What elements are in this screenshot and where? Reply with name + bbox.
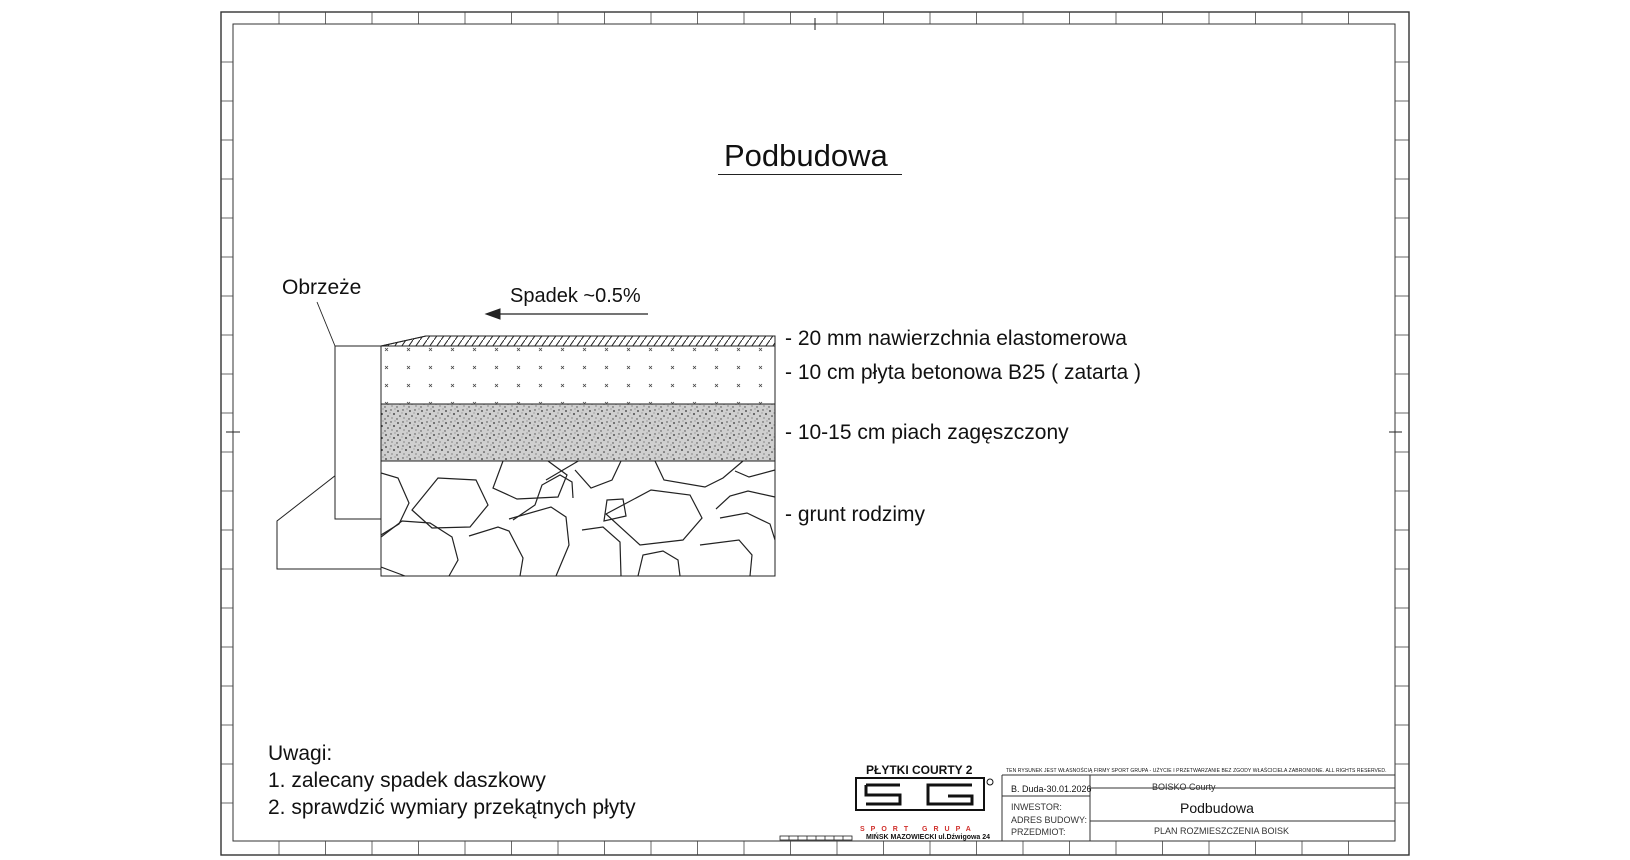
investor-label: INWESTOR: [1011, 802, 1062, 812]
note-item: 2. sprawdzić wymiary przekątnych płyty [268, 796, 636, 819]
curb-stone [335, 346, 381, 519]
project-name: BOISKO Courty [1152, 782, 1216, 792]
author-date: B. Duda-30.01.2026 [1011, 784, 1092, 794]
notes-block [268, 740, 636, 821]
subject-label: PRZEDMIOT: [1011, 827, 1066, 837]
scale-bar [780, 836, 852, 840]
title-underline [718, 174, 902, 175]
layer-label-concrete: - 10 cm płyta betonowa B25 ( zatarta ) [785, 361, 1142, 384]
drawing-title: Podbudowa [724, 138, 888, 173]
notes-heading: Uwagi: [268, 742, 333, 765]
slope-arrow [486, 309, 648, 319]
sheet-title: Podbudowa [1180, 800, 1254, 816]
slope-label: Spadek ~0.5% [510, 285, 641, 307]
cross-section [277, 302, 775, 576]
layer-label-surface: - 20 mm nawierzchnia elastomerowa [785, 327, 1127, 350]
copyright-note: TEN RYSUNEK JEST WŁASNOŚCIĄ FIRMY SPORT GRUPA - UŻYCIE I PRZETWARZANIE BEZ ZGODY WŁAŚCICIELA ZABRONIONE. ALL RIGHTS RESERVED. [1006, 768, 1387, 774]
brand-address: MIŃSK MAZOWIECKI ul.Dźwigowa 24 [866, 834, 991, 841]
note-item: 1. zalecany spadek daszkowy [268, 769, 546, 792]
logo [856, 778, 993, 810]
edge-label: Obrzeże [282, 276, 362, 299]
curb-leader [317, 302, 335, 346]
address-label: ADRES BUDOWY: [1011, 815, 1088, 825]
plan-name: PLAN ROZMIESZCZENIA BOISK [1154, 826, 1290, 836]
layer-elastomer-surface [381, 336, 775, 346]
brand-name: SPORT GRUPA [860, 826, 977, 833]
layer-label-sand: - 10-15 cm piach zagęszczony [785, 421, 1069, 444]
product-name: PŁYTKI COURTY 2 [866, 763, 973, 777]
layer-compacted-sand [381, 404, 775, 461]
layer-label-soil: - grunt rodzimy [785, 503, 926, 526]
